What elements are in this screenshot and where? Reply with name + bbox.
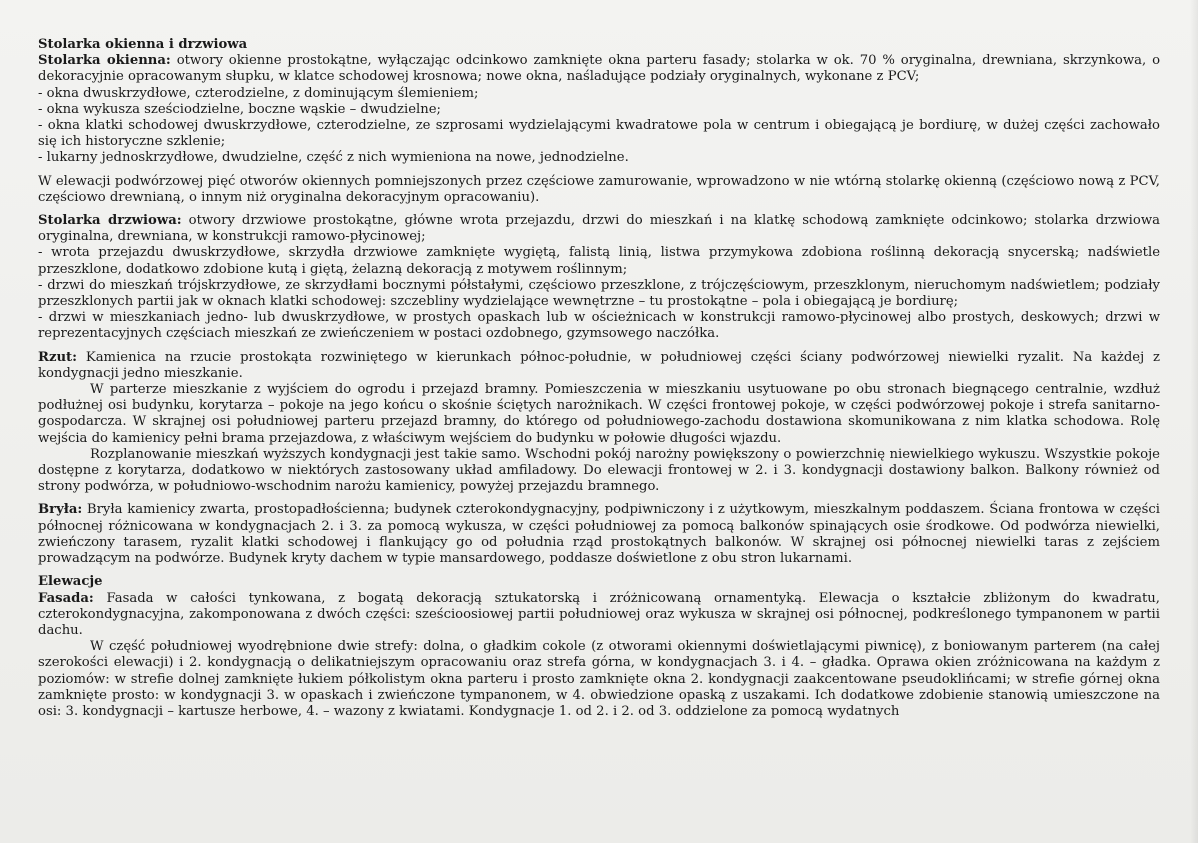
list-item: - drzwi do mieszkań trójskrzydłowe, ze skrzydłami bocznymi półstałymi, częściowo przeszklone, z trójczęściowym, przeszklonym, nieruchomym nadświetlem; podziały przeszklonych partii jak w oknach klatki schodowej: szczebliny wydzielające wewnętrzne – tu prostokątne – pola i obiegającą je bordiurę; — [38, 277, 1160, 310]
section-heading-elewacje: Elewacje — [38, 574, 103, 590]
text-rzut: Kamienica na rzucie prostokąta rozwiniętego w kierunkach północ-południe, w południowej części ściany podwórzowej niewielki ryzalit. Na każdej z kondygnacji jedno mieszkanie. — [38, 349, 1160, 381]
paragraph-rzut-kondygnacje: Rozplanowanie mieszkań wyższych kondygnacji jest takie samo. Wschodni pokój narożny powiększony o powierzchnię niewielkiego wykuszu. Wszystkie pokoje dostępne z korytarza, dodatkowo w niektórych zastosowany układ amfiladowy. Do elewacji frontowej w 2. i 3. kondygnacji dostawiony balkon. Balkony również od strony podwórza, w południowo-wschodnim narożu kamienicy, powyżej przejazdu bramnego. — [38, 446, 1160, 495]
paragraph-rzut-parter: W parterze mieszkanie z wyjściem do ogrodu i przejazd bramny. Pomieszczenia w mieszkaniu usytuowane po obu stronach biegnącego centralnie, wzdłuż podłużnej osi budynku, korytarza – pokoje na jego końcu o skośnie ściętych narożnikach. W części frontowej pokoje, w części podwórzowej pokoje i strefa sanitarno-gospodarcza. W skrajnej osi południowej parteru przejazd bramny, do którego od południowego-zachodu dostawiona skomunikowana z nim klatka schodowa. Rolę wejścia do kamienicy pełni brama przejazdowa, z właściwym wejściem do budynku w połowie długości wjazdu. — [38, 382, 1160, 446]
lead-fasada: Fasada: — [38, 590, 94, 606]
spacer — [38, 206, 1160, 213]
list-item: - okna dwuskrzydłowe, czterodzielne, z dominującym ślemieniem; — [38, 85, 479, 101]
paragraph-fasada — [38, 591, 1160, 640]
section-heading-stolarka: Stolarka okienna i drzwiowa — [38, 37, 248, 52]
list-item: - wrota przejazdu dwuskrzydłowe, skrzydła drzwiowe zamknięte wygiętą, falistą linią, listwa przymykowa zdobiona roślinną dekoracją snycerską; nadświetle przeszklone, dodatkowo zdobione kutą i giętą, żelazną dekoracją z motywem roślinnym; — [38, 245, 1160, 277]
page-edge-shadow — [1190, 0, 1198, 843]
text-fasada: Fasada w całości tynkowana, z bogatą dekoracją sztukatorską i zróżnicowaną ornamentyką. Elewacja o kształcie zbliżonym do kwadratu, czterokondygnacyjna, zakomponowana z dwóch części: sześcioosiowej partii południowej oraz wykusza w skrajnej osi północnej, podkreślonego tympanonem w partii dachu. — [38, 590, 1160, 638]
list-item: - okna wykusza sześciodzielne, boczne wąskie – dwudzielne; — [38, 101, 441, 117]
paragraph-elewacja-podworzowa: W elewacji podwórzowej pięć otworów okiennych pomniejszonych przez częściowe zamurowanie, wprowadzono w nie wtórną stolarkę okienną (częściowo nową z PCV, częściowo drewnianą, o innym niż oryginalna dekoracyjnym opracowaniu). — [38, 173, 1160, 205]
paragraph-rzut — [38, 350, 1160, 382]
lead-bryla: Bryła: — [38, 502, 83, 518]
spacer — [38, 567, 1160, 574]
list-item: - lukarny jednoskrzydłowe, dwudzielne, część z nich wymieniona na nowe, jednodzielne. — [38, 150, 629, 166]
list-item: - okna klatki schodowej dwuskrzydłowe, czterodzielne, ze szprosami wydzielającymi kwadratowe pola w centrum i obiegającą je bordiurę, w dużej części zachowało się ich historyczne szklenie; — [38, 118, 1160, 150]
document-body — [38, 37, 1160, 720]
spacer — [38, 343, 1160, 350]
text-bryla: Bryła kamienicy zwarta, prostopadłościenna; budynek czterokondygnacyjny, podpiwniczony i z użytkowym, mieszkalnym poddaszem. Ściana frontowa w części północnej różnicowana w kondygnacjach 2. i 3. za pomocą wykusza, w części południowej za pomocą balkonów spinających osie środkowe. Od podwórza niewielki, zwieńczony tarasem, ryzalit klatki schodowej i flankujący go od południa rząd prostokątnych balkonów. W skrajnej osi północnej niewielki taras z zejściem prowadzącym na podwórze. Budynek kryty dachem w typie mansardowego, poddasze doświetlone z obu stron lukarnami. — [38, 502, 1160, 567]
text-stolarka-okienna: otwory okienne prostokątne, wyłączając odcinkowo zamknięte okna parteru fasady; stolarka w ok. 70 % oryginalna, drewniana, skrzynkowa, o dekoracyjnie opracowanym słupku, w klatce schodowej krosnowa; nowe okna, naśladujące podziały oryginalnych, wykonane z PCV; — [38, 53, 1161, 85]
text-stolarka-drzwiowa: otwory drzwiowe prostokątne, główne wrota przejazdu, drzwi do mieszkań i na klatkę schodową zamknięte odcinkowo; stolarka drzwiowa oryginalna, drewniana, w konstrukcji ramowo-płycinowej; — [38, 213, 1160, 245]
lead-stolarka-drzwiowa: Stolarka drzwiowa: — [38, 213, 182, 229]
lead-rzut: Rzut: — [38, 349, 77, 365]
spacer — [38, 167, 1160, 174]
paragraph-stolarka-drzwiowa — [38, 213, 1160, 245]
lead-stolarka-okienna: Stolarka okienna: — [38, 53, 171, 69]
paragraph-fasada-strefy: W część południowej wyodrębnione dwie strefy: dolna, o gładkim cokole (z otworami okiennymi doświetlającymi piwnicę), z boniowanym parterem (na całej szerokości elewacji) i 2. kondygnacją o delikatniejszym opracowaniu oraz strefa górna, w kondygnacjach 3. i 4. – gładka. Oprawa okien zróżnicowana na każdym z poziomów: w strefie dolnej zamknięte łukiem półkolistym okna parteru i prosto zamknięte okna 2. kondygnacji zaakcentowane pseudoklińcami; w strefie górnej okna zamknięte prosto: w kondygnacji 3. w opaskach i zwieńczone tympanonem, w 4. obwiedzione opaską z uszakami. Ich dodatkowe zdobienie stanowią umieszczone na osi: 3. kondygnacji – kartusze herbowe, 4. – wazony z kwiatami. Kondygnacje 1. od 2. i 2. od 3. oddzielone za pomocą wydatnych — [38, 639, 1160, 719]
paragraph-bryla — [38, 502, 1160, 567]
list-item: - drzwi w mieszkaniach jedno- lub dwuskrzydłowe, w prostych opaskach lub w ościeżnicach w konstrukcji ramowo-płycinowej albo prostych, deskowych; drzwi w reprezentacyjnych częściach mieszkań ze zwieńczeniem w postaci ozdobnego, gzymsowego naczółka. — [38, 310, 1160, 342]
paragraph-stolarka-okienna — [38, 53, 1160, 85]
